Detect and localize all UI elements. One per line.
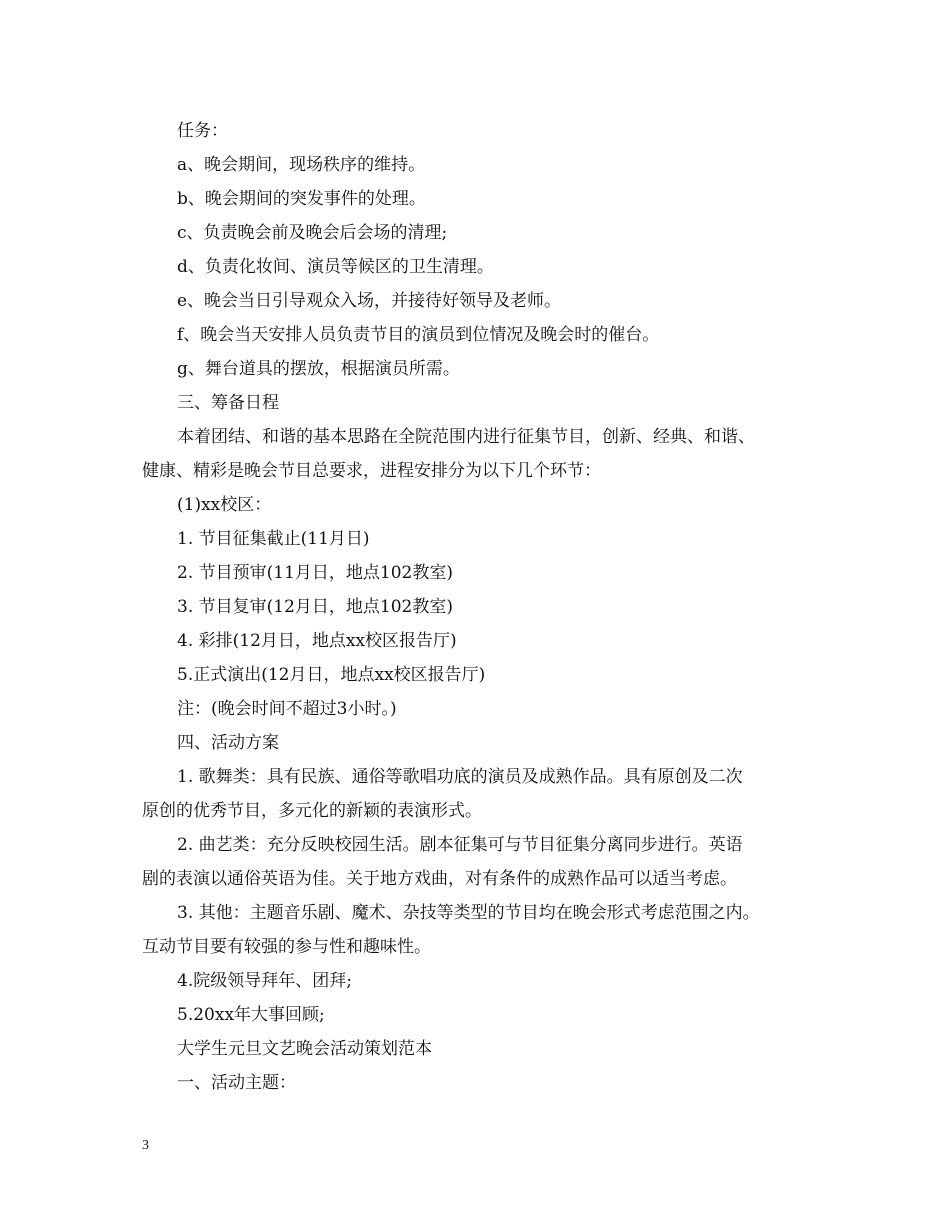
text-line: d、负责化妆间、演员等候区的卫生清理。	[177, 257, 494, 277]
text-line: 互动节目要有较强的参与性和趣味性。	[142, 937, 431, 957]
text-line: e、晚会当日引导观众入场，并接待好领导及老师。	[177, 291, 562, 311]
text-line: 1. 歌舞类：具有民族、通俗等歌唱功底的演员及成熟作品。具有原创及二次	[177, 767, 743, 787]
text-line: 本着团结、和谐的基本思路在全院范围内进行征集节目，创新、经典、和谐、	[177, 427, 755, 447]
text-line: a、晚会期间，现场秩序的维持。	[177, 155, 426, 175]
text-line: 2. 节目预审(11月日，地点102教室)	[177, 563, 453, 583]
text-line: 2. 曲艺类：充分反映校园生活。剧本征集可与节目征集分离同步进行。英语	[177, 835, 743, 855]
text-line: 3. 节目复审(12月日，地点102教室)	[177, 597, 453, 617]
text-line: 大学生元旦文艺晚会活动策划范本	[177, 1039, 432, 1059]
text-line: (1)xx校区：	[177, 495, 272, 515]
text-line: 一、活动主题：	[177, 1073, 296, 1093]
text-line: f、晚会当天安排人员负责节目的演员到位情况及晚会时的催台。	[177, 325, 660, 345]
text-line: g、舞台道具的摆放，根据演员所需。	[177, 359, 460, 379]
text-line: c、负责晚会前及晚会后会场的清理;	[177, 223, 448, 243]
text-line: 5.正式演出(12月日，地点xx校区报告厅)	[177, 665, 486, 685]
text-line: 三、筹备日程	[177, 393, 279, 413]
page-number: 3	[142, 1138, 149, 1153]
text-line: 任务：	[177, 121, 228, 141]
document-body	[142, 114, 814, 1100]
text-line: 剧的表演以通俗英语为佳。关于地方戏曲，对有条件的成熟作品可以适当考虑。	[142, 869, 737, 889]
text-line: 四、活动方案	[177, 733, 279, 753]
text-line: 4. 彩排(12月日，地点xx校区报告厅)	[177, 631, 457, 651]
text-line: 3. 其他：主题音乐剧、魔术、杂技等类型的节目均在晚会形式考虑范围之内。	[177, 903, 760, 923]
text-line: 5.20xx年大事回顾;	[177, 1005, 325, 1025]
text-line: 4.院级领导拜年、团拜;	[177, 971, 352, 991]
text-line: 1. 节目征集截止(11月日)	[177, 529, 370, 549]
text-line: 原创的优秀节目，多元化的新颖的表演形式。	[142, 801, 482, 821]
text-line: 注：(晚会时间不超过3小时。)	[177, 699, 397, 719]
text-line: b、晚会期间的突发事件的处理。	[177, 189, 426, 209]
text-line: 健康、精彩是晚会节目总要求，进程安排分为以下几个环节：	[142, 461, 601, 481]
